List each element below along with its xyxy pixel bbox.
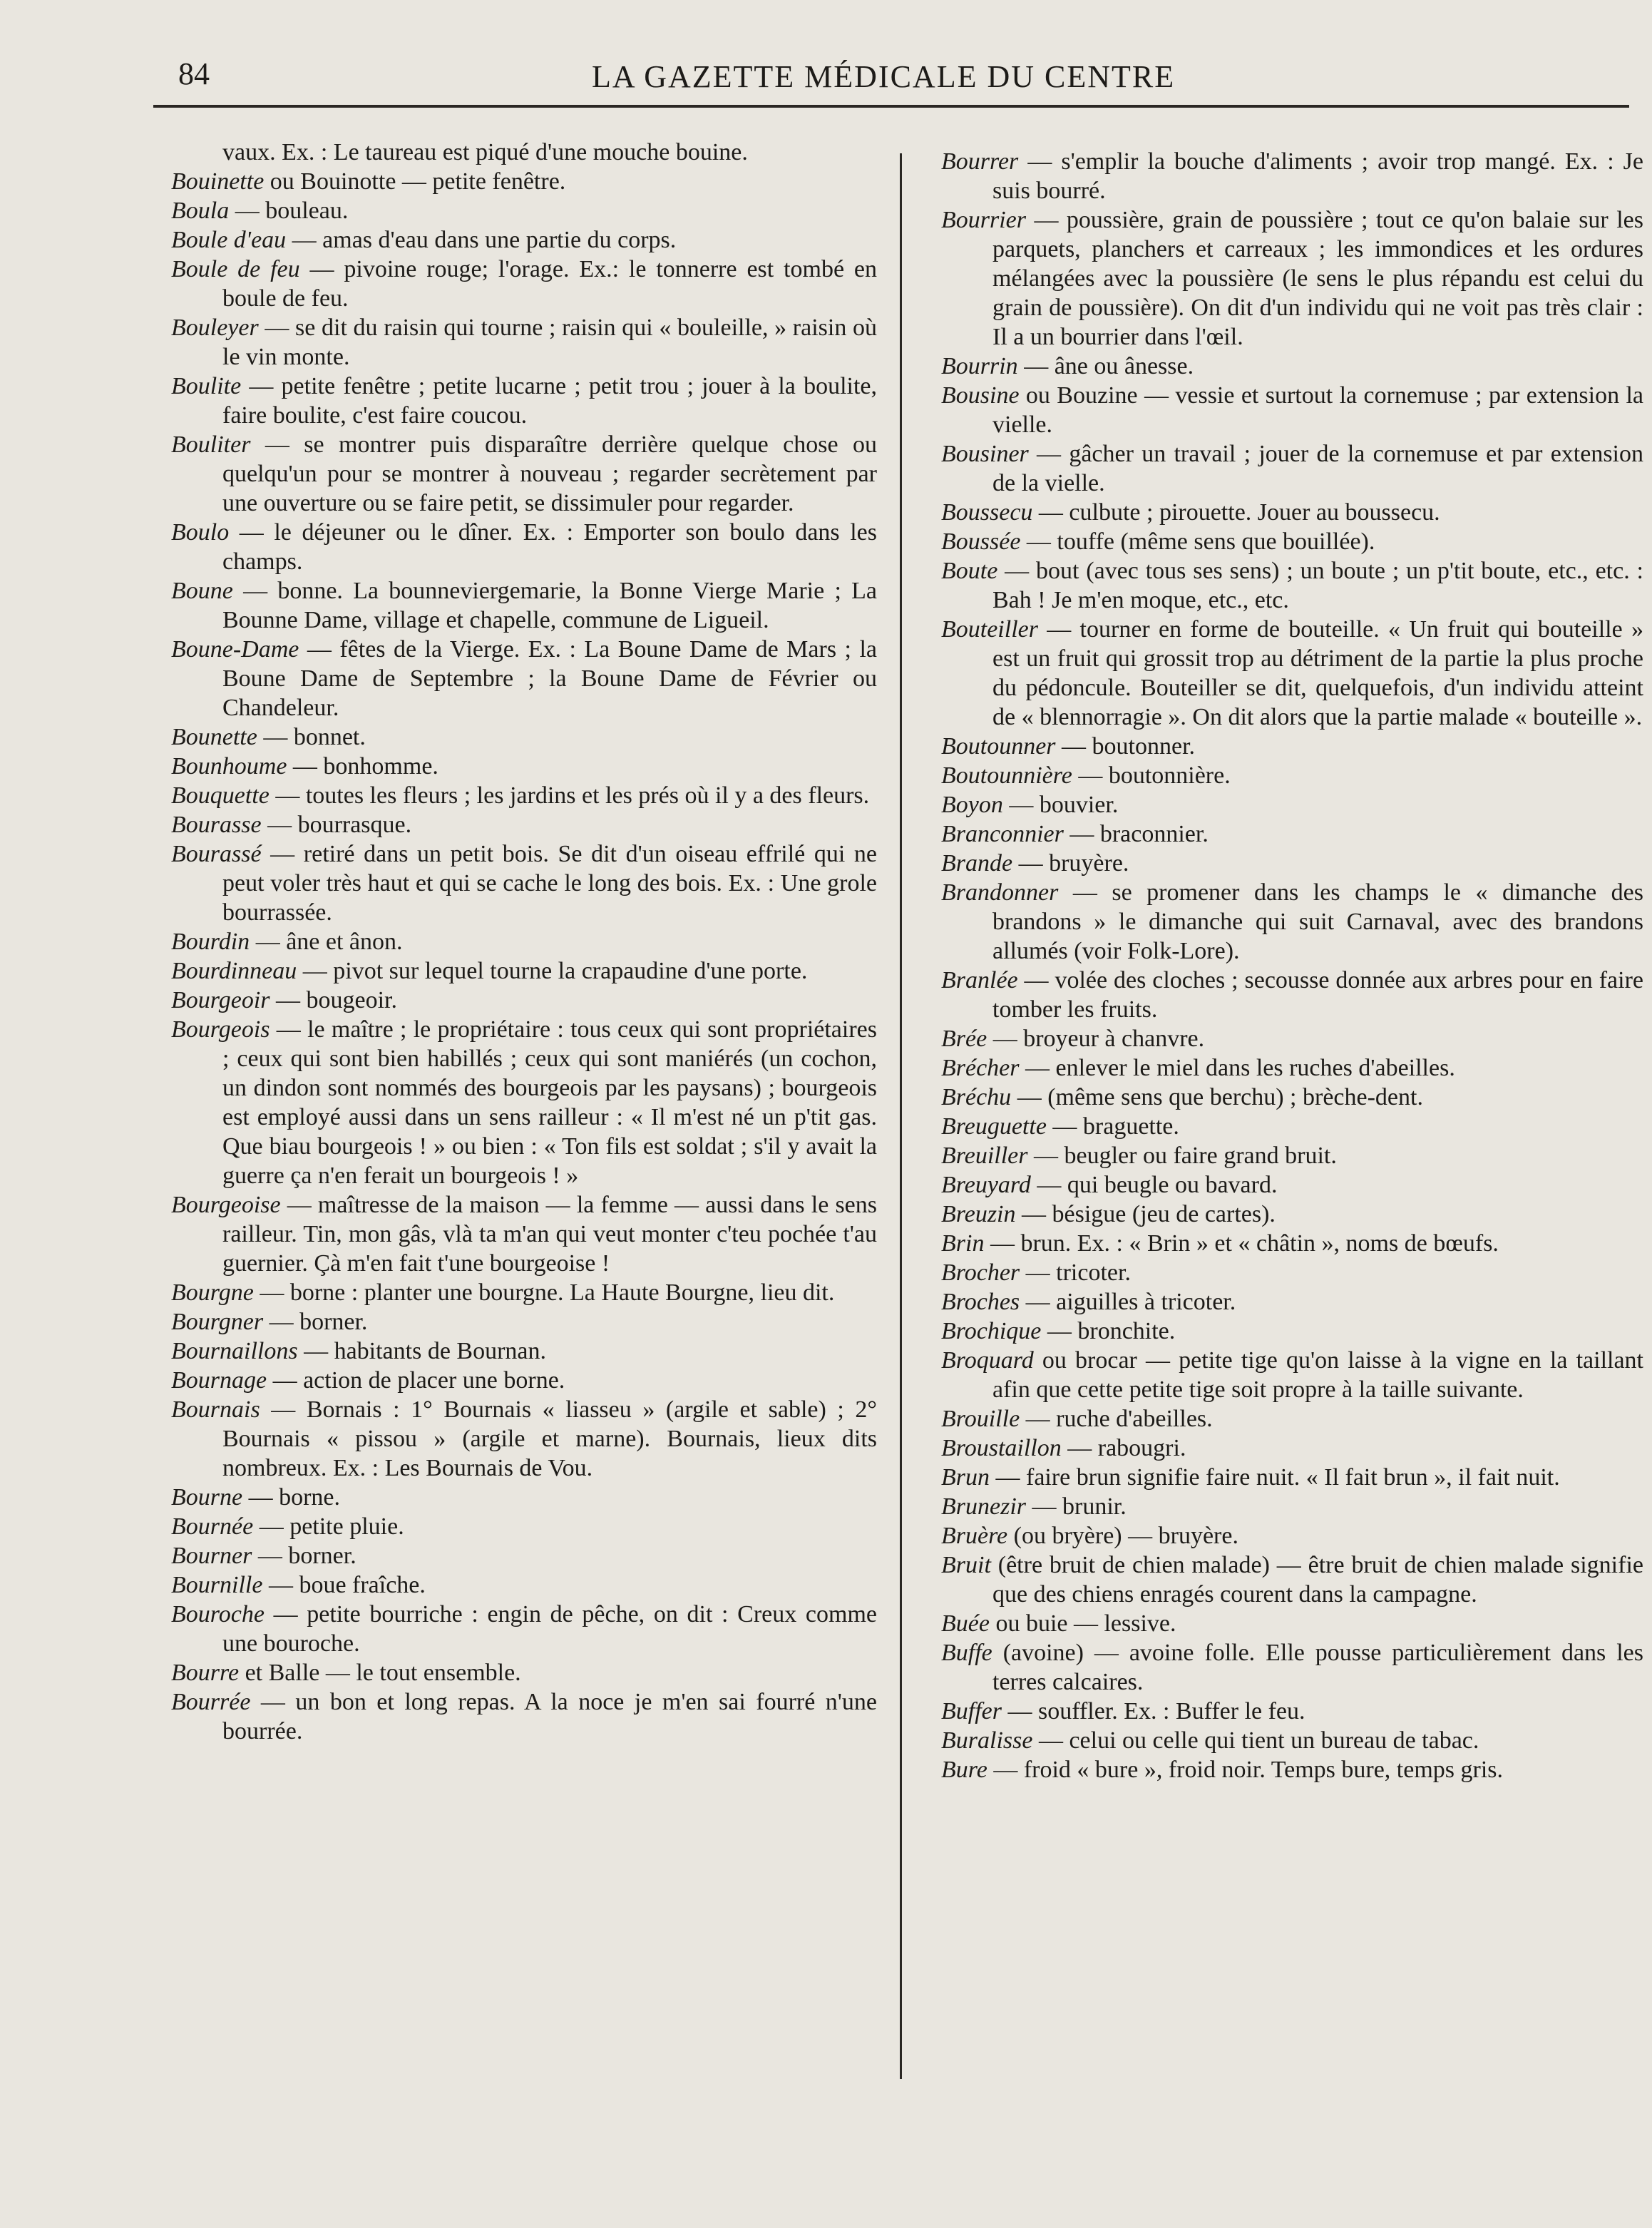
entry-headword: Buffer [941,1698,1002,1724]
dictionary-entry [171,752,877,781]
entry-definition: — faire brun signifie faire nuit. « Il fait brun », il fait nuit. [990,1464,1560,1491]
dictionary-entry [941,1726,1643,1755]
entry-definition: — bonhomme. [287,753,438,780]
entry-headword: Bouliter [171,431,251,458]
dictionary-entry [941,1521,1643,1550]
dictionary-entry [171,1658,877,1687]
dictionary-entry [171,927,877,956]
entry-definition: — petite fenêtre ; petite lucarne ; petit trou ; jouer à la boulite, faire boulite, c'est faire coucou. [222,373,877,429]
entry-definition: ou brocar — petite tige qu'on laisse à la vigne en la taillant afin que cette petite tige soit propre à la taille suivante. [992,1347,1643,1403]
entry-definition: — poussière, grain de poussière ; tout ce qu'on balaie sur les parquets, planchers et carreaux ; les immondices et les ordures mélangées avec la poussière (le sens le plus répandu est celui du grain de poussière). On dit d'un individu qui ne voit pas très clair : Il a un bourrier dans l'œil. [992,207,1643,350]
dictionary-entry [171,986,877,1015]
dictionary-entry [941,1170,1643,1200]
dictionary-entry [171,781,877,810]
entry-definition: — borner. [263,1309,368,1335]
entry-definition: — bonne. La bounneviergemarie, la Bonne Vierge Marie ; La Bounne Dame, village et chapelle, commune de Ligueil. [222,578,877,633]
entry-headword: Boule de feu [171,256,300,282]
entry-definition: — braguette. [1046,1113,1179,1140]
entry-definition: — s'emplir la bouche d'aliments ; avoir trop mangé. Ex. : Je suis bourré. [992,148,1643,204]
entry-definition: — âne et ânon. [250,929,403,955]
entry-headword: Bouleyer [171,315,259,341]
entry-headword: Breuguette [941,1113,1047,1140]
entry-headword: Boussecu [941,499,1033,526]
dictionary-entry [941,1317,1643,1346]
entry-definition: — petite pluie. [253,1513,404,1540]
entry-headword: Bousiner [941,441,1029,467]
left-column [171,138,877,1746]
dictionary-entry [171,196,877,225]
journal-title: LA GAZETTE MÉDICALE DU CENTRE [592,59,1176,94]
entry-definition: — braconnier. [1063,821,1209,847]
dictionary-entry [941,1112,1643,1141]
entry-headword: Bruère [941,1523,1008,1549]
dictionary-entry [941,966,1643,1024]
dictionary-entry [941,1053,1643,1083]
entry-definition: — retiré dans un petit bois. Se dit d'un oiseau effrilé qui ne peut voler très haut et qui se cache le long des bois. Ex. : Une grole bourrassée. [222,841,877,926]
entry-definition: et Balle — le tout ensemble. [239,1660,521,1686]
entry-headword: Bourner [171,1543,252,1569]
dictionary-entry [941,498,1643,527]
entry-definition: — borne. [242,1484,341,1511]
dictionary-entry [941,439,1643,498]
entry-headword: Bourrin [941,353,1018,379]
entry-headword: Bourasse [171,812,262,838]
dictionary-entry [941,790,1643,819]
entry-definition: — âne ou ânesse. [1017,353,1194,379]
entry-headword: Bourgne [171,1279,254,1306]
dictionary-entry [171,1395,877,1483]
entry-definition: — bonnet. [257,724,366,750]
dictionary-entry [171,1687,877,1746]
entry-headword: Bourrier [941,207,1026,233]
entry-definition: — boutonnière. [1072,762,1231,789]
dictionary-entry [941,1755,1643,1784]
dictionary-entry [941,1346,1643,1404]
dictionary-entry [171,635,877,722]
entry-definition: — enlever le miel dans les ruches d'abeilles. [1019,1055,1455,1081]
entry-headword: Bourgeois [171,1016,270,1043]
entry-headword: Bouteiller [941,616,1038,643]
dictionary-entry [941,761,1643,790]
entry-headword: Branlée [941,967,1018,993]
dictionary-entry [941,1141,1643,1170]
entry-headword: Brécher [941,1055,1020,1081]
entry-definition: — bésigue (jeu de cartes). [1015,1201,1276,1227]
dictionary-entry [941,1229,1643,1258]
entry-headword: Bure [941,1757,987,1783]
entry-definition: — se dit du raisin qui tourne ; raisin qui « bouleille, » raisin où le vin monte. [222,315,877,370]
entry-headword: Boussée [941,528,1021,555]
entry-headword: Bournée [171,1513,254,1540]
entry-headword: Bourrer [941,148,1019,175]
entry-headword: Bourassé [171,841,262,867]
entry-definition: (avoine) — avoine folle. Elle pousse particulièrement dans les terres calcaires. [992,1640,1643,1695]
dictionary-entry [171,1570,877,1600]
dictionary-entry [941,1258,1643,1287]
entry-headword: Brouille [941,1406,1020,1432]
dictionary-entry [171,722,877,752]
entry-headword: Bouinette [171,168,265,195]
entry-definition: — bouleau. [229,198,349,224]
entry-definition: — boutonner. [1055,733,1196,760]
entry-definition: ou Bouzine — vessie et surtout la cornemuse ; par extension la vielle. [992,382,1643,438]
entry-headword: Bréchu [941,1084,1012,1110]
dictionary-entry [941,205,1643,352]
entry-definition: — le déjeuner ou le dîner. Ex. : Emporter son boulo dans les champs. [222,519,877,575]
entry-headword: Brochique [941,1318,1042,1344]
entry-headword: Boune-Dame [171,636,299,663]
dictionary-entry [171,1600,877,1658]
dictionary-entry [171,956,877,986]
entry-headword: Brande [941,850,1013,877]
entry-definition: — tourner en forme de bouteille. « Un fruit qui bouteille » est un fruit qui grossit trop au détriment de la partie la plus proche du pédoncule. Bouteiller se dit, quelquefois, d'un individu atteint de « blennorragie ». On dit alors que la partie malade « bouteille ». [992,616,1643,730]
entry-definition: — (même sens que berchu) ; brèche-dent. [1011,1084,1423,1110]
dictionary-entry [171,430,877,518]
entry-headword: Boune [171,578,233,604]
entry-definition: (ou bryère) — bruyère. [1007,1523,1238,1549]
entry-headword: Breuzin [941,1201,1016,1227]
dictionary-entry [941,849,1643,878]
dictionary-entry [941,1463,1643,1492]
entry-headword: Brun [941,1464,990,1491]
entry-definition: — amas d'eau dans une partie du corps. [286,227,677,253]
entry-definition: — brun. Ex. : « Brin » et « châtin », noms de bœufs. [984,1230,1499,1257]
dictionary-entry [941,147,1643,205]
entry-definition: — le maître ; le propriétaire : tous ceux qui sont propriétaires ; ceux qui sont bien habillés ; ceux qui sont maniérés (un cochon, un dindon sont nommés des bourgeois par les paysans) ; bourgeois est employé aussi dans un sens railleur : « Il m'est né un p'tit gas. Que biau bourgeois ! » ou bien : « Ton fils est soldat ; s'il y avait la guerre ça n'en ferait un bourgeois ! » [222,1016,877,1189]
page-number: 84 [178,56,210,91]
entry-definition: — action de placer une borne. [267,1367,565,1394]
entry-headword: Boute [941,558,998,584]
entry-headword: Brocher [941,1259,1020,1286]
entry-headword: Bruit [941,1552,991,1578]
dictionary-entry [171,1512,877,1541]
entry-definition: ou buie — lessive. [989,1610,1176,1637]
entry-definition: — bouvier. [1002,792,1119,818]
entry-headword: Bourrée [171,1689,251,1715]
entry-definition: — broyeur à chanvre. [987,1026,1205,1052]
entry-definition: — rabougri. [1061,1435,1186,1461]
dictionary-entry [171,810,877,839]
entry-headword: Bourgeoise [171,1192,281,1218]
entry-headword: Broches [941,1289,1020,1315]
dictionary-entry [171,167,877,196]
dictionary-entry [941,1550,1643,1609]
entry-definition: — bourrasque. [261,812,412,838]
entry-headword: Brandonner [941,879,1059,906]
entry-definition: — maîtresse de la maison — la femme — aussi dans le sens railleur. Tin, mon gâs, vlà ta m'an qui veut monter c'teu pochée t'au guernier. Çà m'en fait t'une bourgeoise ! [222,1192,877,1277]
entry-definition: — un bon et long repas. A la noce je m'en sai fourré n'une bourrée. [222,1689,877,1744]
entry-headword: Breuyard [941,1172,1031,1198]
entry-headword: Bournais [171,1396,260,1423]
entry-headword: Boyon [941,792,1003,818]
entry-definition: — gâcher un travail ; jouer de la cornemuse et par extension de la vielle. [992,441,1643,496]
entry-headword: Brée [941,1026,987,1052]
dictionary-entry [941,1287,1643,1317]
entry-definition: — culbute ; pirouette. Jouer au boussecu. [1032,499,1440,526]
entry-definition: — se montrer puis disparaître derrière quelque chose ou quelqu'un pour se montrer à nouveau ; regarder secrètement par une ouverture ou se faire petit, se dissimuler pour regarder. [222,431,877,516]
entry-definition: — pivoine rouge; l'orage. Ex.: le tonnerre est tombé en boule de feu. [222,256,877,312]
entry-definition: — qui beugle ou bavard. [1030,1172,1278,1198]
entry-headword: Bournaillons [171,1338,298,1364]
dictionary-entry [171,1307,877,1337]
entry-headword: Boutounner [941,733,1056,760]
entry-headword: Boulite [171,373,242,399]
dictionary-entry [171,372,877,430]
dictionary-entry [171,1015,877,1190]
dictionary-entry [171,1541,877,1570]
entry-definition: — borner. [252,1543,356,1569]
dictionary-entry [171,1337,877,1366]
dictionary-entry [171,576,877,635]
dictionary-entry [941,1404,1643,1434]
dictionary-entry [941,1492,1643,1521]
entry-headword: Buralisse [941,1727,1033,1754]
dictionary-entry [941,1200,1643,1229]
entry-definition: — volée des cloches ; secousse donnée aux arbres pour en faire tomber les fruits. [992,967,1643,1023]
dictionary-entry [171,1366,877,1395]
dictionary-entry [941,732,1643,761]
entry-headword: Bourgeoir [171,987,270,1013]
entry-headword: Bourdinneau [171,958,297,984]
entry-headword: Boulo [171,519,230,546]
entry-definition: — touffe (même sens que bouillée). [1020,528,1375,555]
column-divider [900,153,902,2079]
entry-definition: — brunir. [1026,1493,1127,1520]
dictionary-entry [941,381,1643,439]
dictionary-entry [941,1434,1643,1463]
dictionary-entry [941,1609,1643,1638]
entry-headword: Boula [171,198,230,224]
entry-headword: Brunezir [941,1493,1026,1520]
entry-headword: Bourne [171,1484,243,1511]
entry-definition: — froid « bure », froid noir. Temps bure, temps gris. [987,1757,1504,1783]
entry-headword: Bournage [171,1367,267,1394]
dictionary-entry [171,138,877,167]
entry-definition: ou Bouinotte — petite fenêtre. [264,168,566,195]
dictionary-entry [941,352,1643,381]
entry-definition: — aiguilles à tricoter. [1020,1289,1236,1315]
entry-headword: Breuiller [941,1143,1028,1169]
entry-headword: Brin [941,1230,985,1257]
entry-headword: Bousine [941,382,1020,409]
dictionary-entry [941,615,1643,732]
entry-definition: — Bornais : 1° Bournais « liasseu » (argile et sable) ; 2° Bournais « pissou » (argile et marne). Bournais, lieux dits nombreux. Ex. : Les Bournais de Vou. [222,1396,877,1481]
entry-headword: Boule d'eau [171,227,287,253]
entry-definition: — pivot sur lequel tourne la crapaudine d'une porte. [297,958,808,984]
entry-headword: Bourgner [171,1309,264,1335]
entry-definition: — se promener dans les champs le « dimanche des brandons » le dimanche qui suit Carnaval, avec des brandons allumés (voir Folk-Lore). [992,879,1643,964]
dictionary-entry [941,1083,1643,1112]
dictionary-entry [941,1024,1643,1053]
entry-headword: Boutounnière [941,762,1072,789]
page-header [0,0,1652,114]
entry-headword: Bouroche [171,1601,265,1627]
dictionary-entry [941,1697,1643,1726]
entry-definition: — beugler ou faire grand bruit. [1027,1143,1337,1169]
entry-headword: Buée [941,1610,990,1637]
entry-headword: Bounhoume [171,753,287,780]
right-column [941,147,1643,1784]
entry-definition: — bougeoir. [270,987,397,1013]
dictionary-entry [171,518,877,576]
entry-headword: Bourdin [171,929,250,955]
entry-definition: — bronchite. [1041,1318,1176,1344]
dictionary-entry [941,878,1643,966]
entry-definition: — fêtes de la Vierge. Ex. : La Boune Dame de Mars ; la Boune Dame de Septembre ; la Boune Dame de Février ou Chandeleur. [222,636,877,721]
entry-headword: Broustaillon [941,1435,1062,1461]
dictionary-entry [171,225,877,255]
entry-headword: Bourre [171,1660,240,1686]
dictionary-entry [171,839,877,927]
entry-headword: Branconnier [941,821,1064,847]
entry-headword: Buffe [941,1640,992,1666]
entry-definition: — tricoter. [1020,1259,1131,1286]
entry-headword: Broquard [941,1347,1034,1374]
dictionary-entry [171,1278,877,1307]
entry-headword: Bournille [171,1572,263,1598]
entry-definition: — habitants de Bournan. [297,1338,547,1364]
entry-definition: — celui ou celle qui tient un bureau de tabac. [1032,1727,1479,1754]
entry-headword: Bouquette [171,782,270,809]
dictionary-entry [171,1483,877,1512]
dictionary-entry [941,527,1643,556]
entry-definition: — bruyère. [1012,850,1129,877]
entry-definition: — bout (avec tous ses sens) ; un boute ; un p'tit boute, etc., etc. : Bah ! Je m'en moque, etc., etc. [992,558,1643,613]
entry-definition: — petite bourriche : engin de pêche, on dit : Creux comme une bouroche. [222,1601,877,1657]
dictionary-entry [941,819,1643,849]
header-rule [153,105,1629,108]
dictionary-entry [941,556,1643,615]
entry-definition: vaux. Ex. : Le taureau est piqué d'une mouche bouine. [222,139,748,165]
dictionary-entry [171,313,877,372]
entry-definition: — souffler. Ex. : Buffer le feu. [1001,1698,1305,1724]
entry-definition: (être bruit de chien malade) — être bruit de chien malade signifie que des chiens enragés courent dans la campagne. [990,1552,1643,1608]
entry-definition: — toutes les fleurs ; les jardins et les prés où il y a des fleurs. [269,782,870,809]
dictionary-entry [171,255,877,313]
entry-definition: — borne : planter une bourgne. La Haute Bourgne, lieu dit. [253,1279,835,1306]
entry-definition: — ruche d'abeilles. [1020,1406,1213,1432]
entry-definition: — boue fraîche. [262,1572,426,1598]
dictionary-entry [941,1638,1643,1697]
dictionary-entry [171,1190,877,1278]
entry-headword: Bounette [171,724,257,750]
